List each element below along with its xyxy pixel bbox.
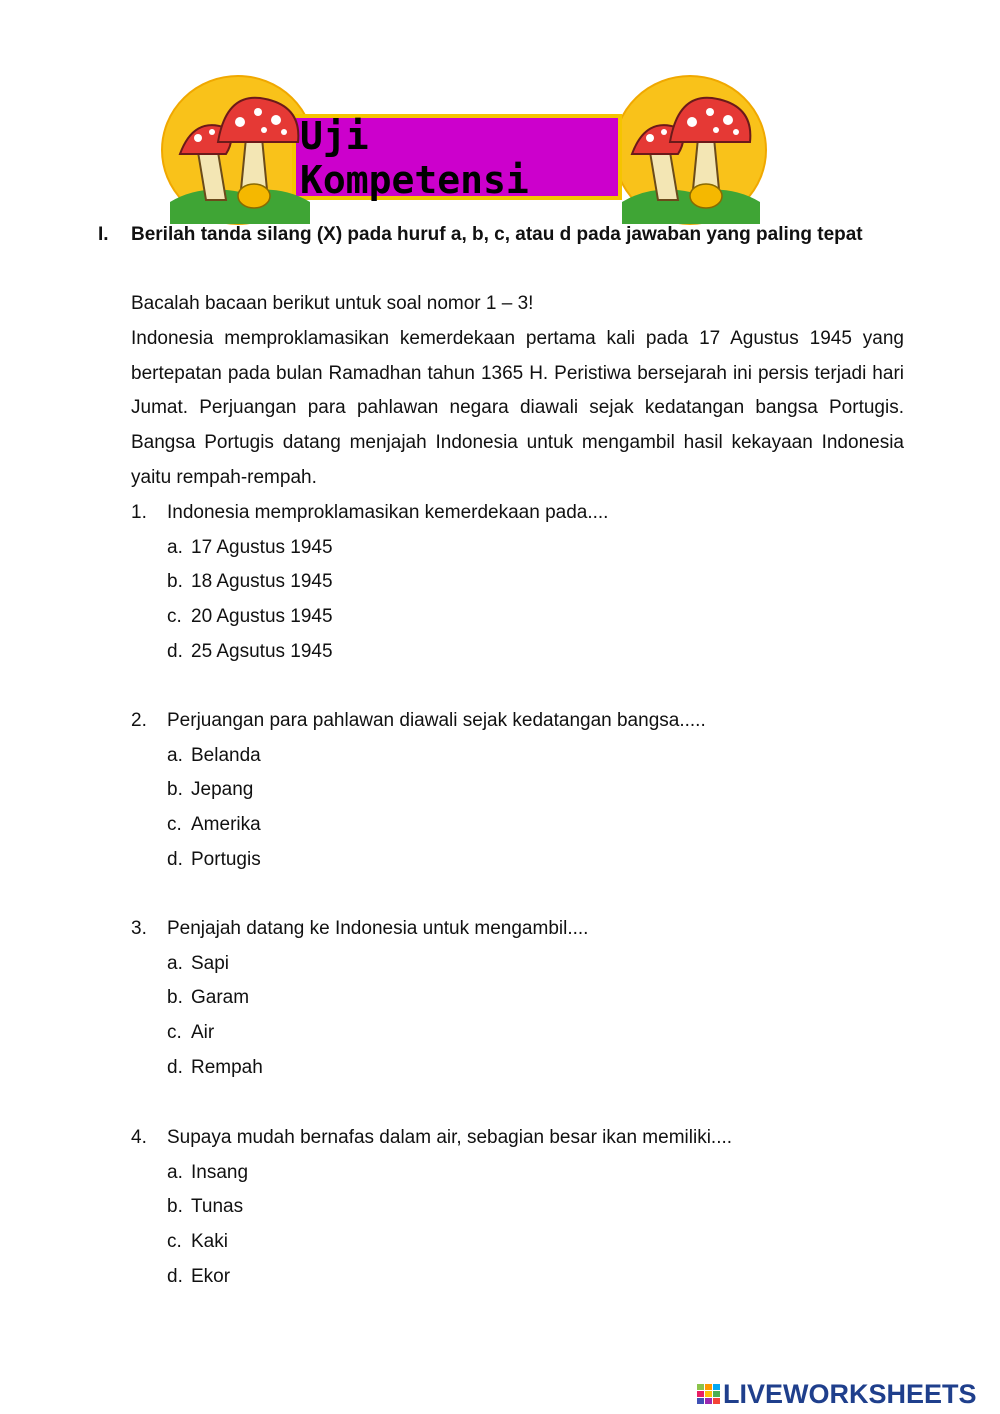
- option-list: [167, 947, 904, 1086]
- option-a[interactable]: a. 17 Agustus 1945: [167, 536, 333, 558]
- question-4: [131, 1121, 904, 1295]
- option-c[interactable]: c. Kaki: [167, 1231, 228, 1253]
- option-a[interactable]: a. Sapi: [167, 952, 230, 974]
- option-b[interactable]: b. Jepang: [167, 779, 254, 801]
- option-d[interactable]: d. Portugis: [167, 848, 261, 870]
- section-number: I.: [98, 224, 109, 245]
- page-title: Uji Kompetensi: [300, 114, 529, 202]
- option-c[interactable]: c. Air: [167, 1022, 215, 1044]
- reading-passage: Indonesia memproklamasikan kemerdekaan pertama kali pada 17 Agustus 1945 yang bertepatan pada bulan Ramadhan tahun 1365 H. Peristiwa bersejarah ini persis terjadi hari Jumat. Perjuangan para pahlawan negara diawali sejak kedatangan bangsa Portugis. Bangsa Portugis datang menjajah Indonesia untuk mengambil hasil kekayaan Indonesia yaitu rempah-rempah.: [131, 328, 904, 488]
- section-instruction: [98, 218, 904, 253]
- question-3: [131, 912, 904, 1086]
- option-a[interactable]: a. Insang: [167, 1161, 249, 1183]
- question-text: Indonesia memproklamasikan kemerdekaan pada....: [167, 502, 609, 523]
- option-b[interactable]: b. Garam: [167, 987, 250, 1009]
- option-b[interactable]: b. Tunas: [167, 1196, 244, 1218]
- instruction-text: Berilah tanda silang (X) pada huruf a, b, c, atau d pada jawaban yang paling tepat: [131, 224, 863, 245]
- question-1: [131, 496, 904, 670]
- question-number: 3.: [131, 918, 147, 939]
- liveworksheets-logo-icon: [697, 1382, 721, 1406]
- option-list: [167, 1156, 904, 1295]
- question-text: Penjajah datang ke Indonesia untuk mengambil....: [167, 918, 589, 939]
- logo-text: LIVEWORKSHEETS: [723, 1378, 977, 1409]
- question-number: 1.: [131, 502, 147, 523]
- option-d[interactable]: d. 25 Agsutus 1945: [167, 640, 333, 662]
- question-text: Perjuangan para pahlawan diawali sejak kedatangan bangsa.....: [167, 710, 706, 731]
- option-a[interactable]: a. Belanda: [167, 744, 261, 766]
- option-b[interactable]: b. 18 Agustus 1945: [167, 571, 333, 593]
- reading-intro: Bacalah bacaan berikut untuk soal nomor 1 – 3!: [131, 293, 534, 314]
- question-text: Supaya mudah bernafas dalam air, sebagian besar ikan memiliki....: [167, 1127, 733, 1148]
- option-c[interactable]: c. Amerika: [167, 814, 261, 836]
- option-list: [167, 739, 904, 878]
- option-d[interactable]: d. Ekor: [167, 1265, 231, 1287]
- option-d[interactable]: d. Rempah: [167, 1056, 263, 1078]
- question-number: 4.: [131, 1127, 147, 1148]
- question-number: 2.: [131, 710, 147, 731]
- option-c[interactable]: c. 20 Agustus 1945: [167, 606, 333, 628]
- liveworksheets-logo: [697, 1374, 977, 1414]
- option-list: [167, 531, 904, 670]
- question-2: [131, 704, 904, 878]
